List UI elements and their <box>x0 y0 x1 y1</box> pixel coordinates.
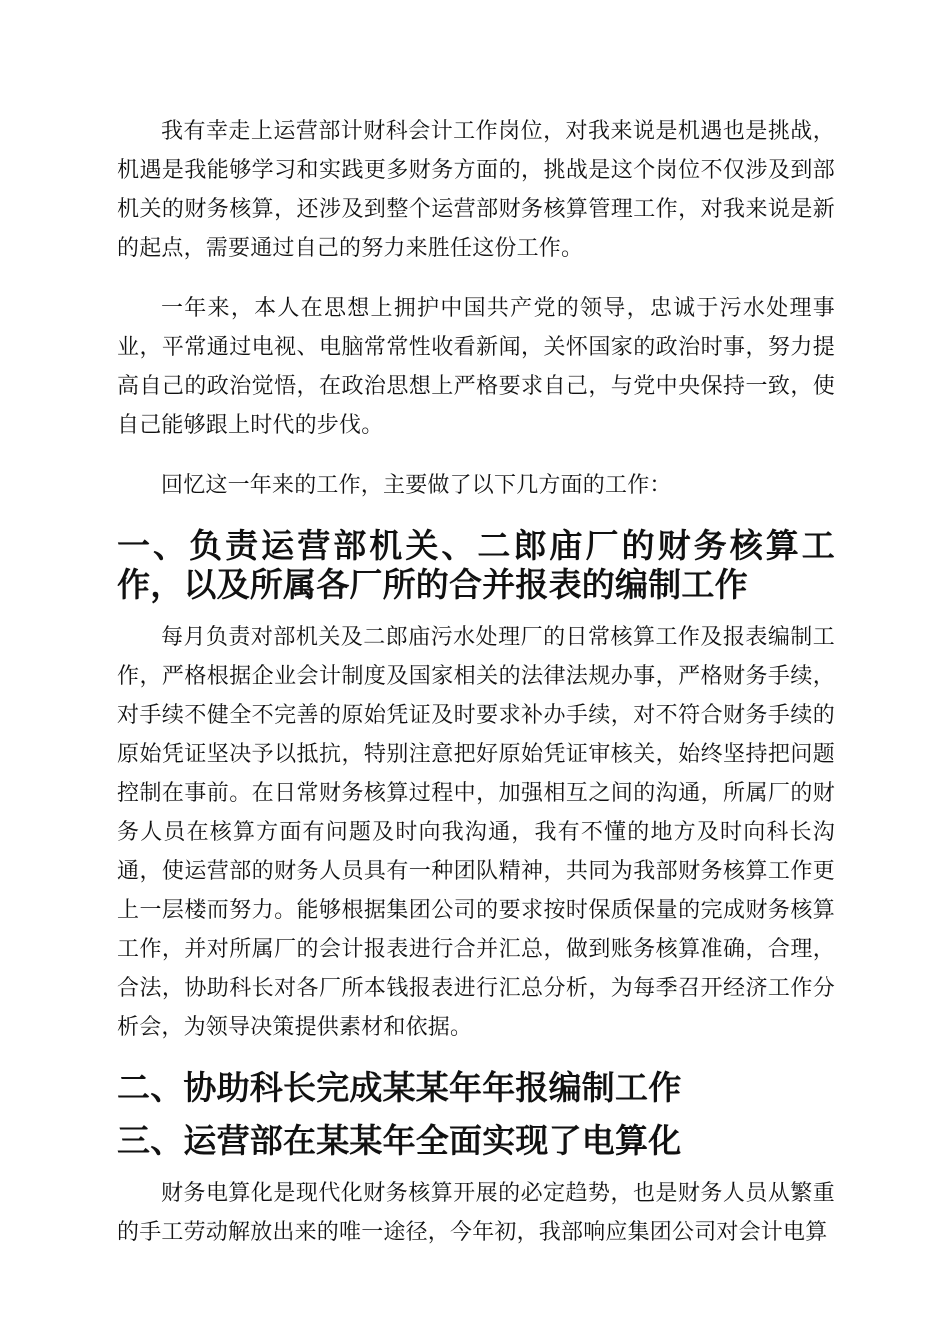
paragraph-accounting: 每月负责对部机关及二郎庙污水处理厂的日常核算工作及报表编制工作，严格根据企业会计制度及国家相关的法律法规办事，严格财务手续，对手续不健全不完善的原始凭证及时要求补办手续，对不符合财务手续的原始凭证坚决予以抵抗，特别注意把好原始凭证审核关，始终坚持把问题控制在事前。在日常财务核算过程中，加强相互之间的沟通，所属厂的财务人员在核算方面有问题及时向我沟通，我有不懂的地方及时向科长沟通，使运营部的财务人员具有一种团队精神，共同为我部财务核算工作更上一层楼而努力。能够根据集团公司的要求按时保质保量的完成财务核算工作，并对所属厂的会计报表进行合并汇总，做到账务核算准确，合理，合法，协助科长对各厂所本钱报表进行汇总分析，为每季召开经济工作分析会，为领导决策提供素材和依据。 <box>117 625 835 1040</box>
paragraph-review: 回忆这一年来的工作，主要做了以下几方面的工作： <box>161 473 672 498</box>
section-heading-3: 三、运营部在某某年全面实现了电算化 <box>117 1121 682 1160</box>
paragraph-computerization: 财务电算化是现代化财务核算开展的必定趋势，也是财务人员从繁重的手工劳动解放出来的唯一途径，今年初，我部响应集团公司对会计电算 <box>117 1181 835 1245</box>
paragraph-intro: 我有幸走上运营部计财科会计工作岗位，对我来说是机遇也是挑战，机遇是我能够学习和实践更多财务方面的，挑战是这个岗位不仅涉及到部机关的财务核算，还涉及到整个运营部财务核算管理工作，对我来说是新的起点，需要通过自己的努力来胜任这份工作。 <box>117 119 835 261</box>
section-heading-2: 二、协助科长完成某某年年报编制工作 <box>117 1068 682 1107</box>
section-heading-1: 一、负责运营部机关、二郎庙厂的财务核算工作，以及所属各厂所的合并报表的编制工作 <box>117 526 835 604</box>
document-body <box>117 112 835 1273</box>
paragraph-political: 一年来，本人在思想上拥护中国共产党的领导，忠诚于污水处理事业，平常通过电视、电脑常常性收看新闻，关怀国家的政治时事，努力提高自己的政治觉悟，在政治思想上严格要求自己，与党中央保持一致，使自己能够跟上时代的步伐。 <box>117 296 835 438</box>
